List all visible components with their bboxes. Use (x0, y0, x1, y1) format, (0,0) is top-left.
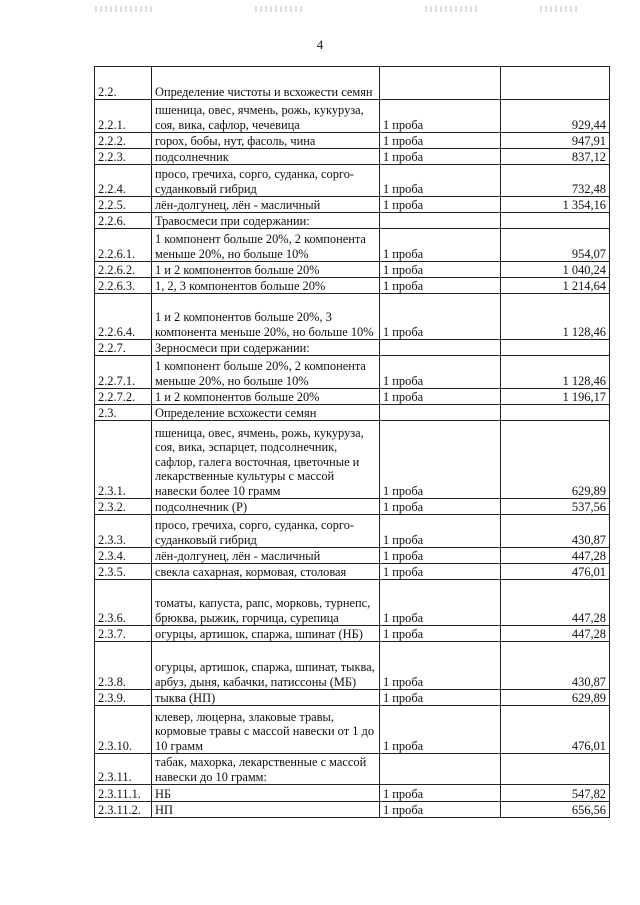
row-code: 2.3.3. (95, 515, 152, 548)
table-row (95, 67, 610, 100)
row-code: 2.3.4. (95, 548, 152, 564)
row-unit: 1 проба (380, 690, 501, 706)
row-code: 2.2.6.2. (95, 262, 152, 278)
page-number: 4 (316, 37, 324, 52)
row-price: 476,01 (501, 564, 610, 580)
row-price: 1 214,64 (501, 278, 610, 294)
row-code: 2.3.1. (95, 421, 152, 499)
table-row (95, 149, 610, 165)
row-price: 476,01 (501, 706, 610, 754)
row-name: Травосмеси при содержании: (152, 213, 380, 229)
row-code: 2.3.8. (95, 642, 152, 690)
row-price: 547,82 (501, 785, 610, 802)
row-unit: 1 проба (380, 278, 501, 294)
row-name: лён-долгунец, лён - масличный (152, 548, 380, 564)
table-row (95, 197, 610, 213)
row-unit: 1 проба (380, 802, 501, 818)
row-price: 537,56 (501, 499, 610, 515)
row-name: 1 компонент больше 20%, 2 компонента меньше 20%, но больше 10% (152, 229, 380, 262)
row-price (501, 405, 610, 421)
table-row (95, 262, 610, 278)
row-code: 2.2. (95, 67, 152, 100)
row-unit: 1 проба (380, 580, 501, 626)
row-unit: 1 проба (380, 389, 501, 405)
table-row (95, 165, 610, 197)
row-unit: 1 проба (380, 133, 501, 149)
row-name: огурцы, артишок, спаржа, шпинат, тыква, арбуз, дыня, кабачки, патиссоны (МБ) (152, 642, 380, 690)
row-code: 2.2.6.4. (95, 294, 152, 340)
scan-artifact (95, 6, 155, 12)
row-price: 656,56 (501, 802, 610, 818)
table-row (95, 499, 610, 515)
table-row (95, 626, 610, 642)
table-row (95, 100, 610, 133)
row-code: 2.2.7.2. (95, 389, 152, 405)
row-unit (380, 213, 501, 229)
table-row (95, 405, 610, 421)
row-unit (380, 67, 501, 100)
row-price (501, 340, 610, 356)
table-row (95, 421, 610, 499)
row-unit: 1 проба (380, 262, 501, 278)
row-unit: 1 проба (380, 149, 501, 165)
row-unit (380, 405, 501, 421)
row-code: 2.3.11. (95, 754, 152, 785)
row-code: 2.2.2. (95, 133, 152, 149)
row-price: 732,48 (501, 165, 610, 197)
table-row (95, 642, 610, 690)
row-name: горох, бобы, нут, фасоль, чина (152, 133, 380, 149)
row-price (501, 67, 610, 100)
table-row (95, 515, 610, 548)
table-row (95, 213, 610, 229)
row-code: 2.2.4. (95, 165, 152, 197)
scan-artifact (540, 6, 580, 12)
table-row (95, 133, 610, 149)
row-price: 430,87 (501, 642, 610, 690)
row-unit: 1 проба (380, 564, 501, 580)
row-price: 1 040,24 (501, 262, 610, 278)
row-price: 954,07 (501, 229, 610, 262)
table-row (95, 706, 610, 754)
row-name: 1 и 2 компонентов больше 20% (152, 389, 380, 405)
row-code: 2.2.6.1. (95, 229, 152, 262)
row-price: 1 128,46 (501, 294, 610, 340)
row-name: просо, гречиха, сорго, суданка, сорго-суданковый гибрид (152, 515, 380, 548)
row-code: 2.3.9. (95, 690, 152, 706)
row-name: просо, гречиха, сорго, суданка, сорго-суданковый гибрид (152, 165, 380, 197)
row-code: 2.2.6. (95, 213, 152, 229)
row-name: Определение чистоты и всхожести семян (152, 67, 380, 100)
row-unit (380, 340, 501, 356)
table-row (95, 548, 610, 564)
row-code: 2.3.11.2. (95, 802, 152, 818)
row-price: 447,28 (501, 626, 610, 642)
row-code: 2.3.11.1. (95, 785, 152, 802)
row-price: 430,87 (501, 515, 610, 548)
row-name: табак, махорка, лекарственные с массой навески до 10 грамм: (152, 754, 380, 785)
row-unit (380, 754, 501, 785)
row-unit: 1 проба (380, 294, 501, 340)
table-row (95, 294, 610, 340)
row-name: лён-долгунец, лён - масличный (152, 197, 380, 213)
row-unit: 1 проба (380, 499, 501, 515)
row-unit: 1 проба (380, 785, 501, 802)
row-unit: 1 проба (380, 626, 501, 642)
row-name: пшеница, овес, ячмень, рожь, кукуруза, соя, вика, эспарцет, подсолнечник, сафлор, галега восточная, цветочные и лекарственные культуры с массой навески более 10 грамм (152, 421, 380, 499)
scan-artifact (255, 6, 305, 12)
table-row (95, 785, 610, 802)
row-price: 929,44 (501, 100, 610, 133)
scan-artifact (425, 6, 480, 12)
row-code: 2.2.3. (95, 149, 152, 165)
row-price: 629,89 (501, 690, 610, 706)
table-row (95, 802, 610, 818)
row-price: 1 196,17 (501, 389, 610, 405)
price-table-body (95, 67, 610, 818)
table-row (95, 340, 610, 356)
row-name: подсолнечник (152, 149, 380, 165)
row-name: томаты, капуста, рапс, морковь, турнепс, брюква, рыжик, горчица, сурепица (152, 580, 380, 626)
row-price (501, 213, 610, 229)
row-code: 2.2.6.3. (95, 278, 152, 294)
row-name: Определение всхожести семян (152, 405, 380, 421)
row-code: 2.2.1. (95, 100, 152, 133)
table-row (95, 389, 610, 405)
row-price: 1 354,16 (501, 197, 610, 213)
row-code: 2.2.5. (95, 197, 152, 213)
row-price (501, 754, 610, 785)
row-code: 2.3.2. (95, 499, 152, 515)
table-row (95, 278, 610, 294)
row-price: 447,28 (501, 580, 610, 626)
row-name: НБ (152, 785, 380, 802)
row-price: 837,12 (501, 149, 610, 165)
row-name: подсолнечник (Р) (152, 499, 380, 515)
row-unit: 1 проба (380, 165, 501, 197)
row-unit: 1 проба (380, 356, 501, 389)
table-row (95, 564, 610, 580)
row-price: 447,28 (501, 548, 610, 564)
row-code: 2.2.7.1. (95, 356, 152, 389)
row-unit: 1 проба (380, 421, 501, 499)
row-name: Зерносмеси при содержании: (152, 340, 380, 356)
row-name: клевер, люцерна, злаковые травы, кормовые травы с массой навески от 1 до 10 грамм (152, 706, 380, 754)
row-name: огурцы, артишок, спаржа, шпинат (НБ) (152, 626, 380, 642)
table-row (95, 356, 610, 389)
table-row (95, 690, 610, 706)
row-code: 2.3. (95, 405, 152, 421)
row-price: 1 128,46 (501, 356, 610, 389)
row-name: 1, 2, 3 компонентов больше 20% (152, 278, 380, 294)
table-row (95, 754, 610, 785)
row-name: свекла сахарная, кормовая, столовая (152, 564, 380, 580)
row-code: 2.3.7. (95, 626, 152, 642)
row-unit: 1 проба (380, 706, 501, 754)
row-price: 629,89 (501, 421, 610, 499)
row-code: 2.2.7. (95, 340, 152, 356)
row-name: 1 и 2 компонентов больше 20%, 3 компонента меньше 20%, но больше 10% (152, 294, 380, 340)
row-code: 2.3.10. (95, 706, 152, 754)
table-row (95, 229, 610, 262)
row-code: 2.3.6. (95, 580, 152, 626)
table-row (95, 580, 610, 626)
row-unit: 1 проба (380, 100, 501, 133)
row-code: 2.3.5. (95, 564, 152, 580)
row-unit: 1 проба (380, 229, 501, 262)
row-unit: 1 проба (380, 642, 501, 690)
row-unit: 1 проба (380, 197, 501, 213)
row-name: пшеница, овес, ячмень, рожь, кукуруза, соя, вика, сафлор, чечевица (152, 100, 380, 133)
row-name: 1 компонент больше 20%, 2 компонента меньше 20%, но больше 10% (152, 356, 380, 389)
row-unit: 1 проба (380, 515, 501, 548)
row-name: тыква (НП) (152, 690, 380, 706)
price-table (94, 66, 610, 818)
row-unit: 1 проба (380, 548, 501, 564)
row-name: НП (152, 802, 380, 818)
row-price: 947,91 (501, 133, 610, 149)
row-name: 1 и 2 компонентов больше 20% (152, 262, 380, 278)
